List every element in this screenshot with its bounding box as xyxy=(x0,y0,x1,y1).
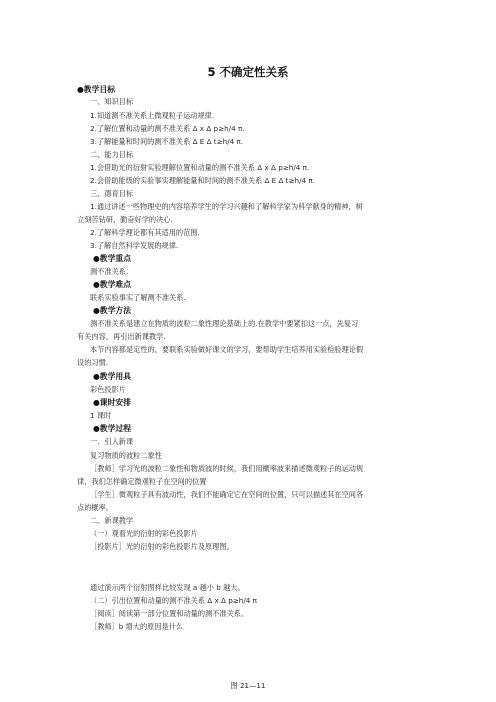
text-line: 二、能力目标 xyxy=(90,150,134,159)
section-heading: ●教学方法 xyxy=(93,306,131,315)
text-line: 3.了解能量和时间的测不准关系 Δ E Δ t≥h/4 π. xyxy=(90,137,244,146)
text-line: 二、新课教学 xyxy=(90,516,134,525)
text-line: 三、德育目标 xyxy=(90,189,134,198)
text-line: 2.了解科学理论都有其适用的范围. xyxy=(90,228,200,237)
text-line: 一、引入新课 xyxy=(90,437,134,446)
text-line: ［教师］学习光的波粒二象性和物质波的时候，我们用概率波来描述微观粒子的运动规 xyxy=(90,464,364,473)
text-line: 1 课时 xyxy=(90,411,112,420)
section-heading: ●教学重点 xyxy=(93,254,131,263)
section-heading: ●教学过程 xyxy=(93,424,131,433)
text-line: ［学生］微观粒子具有波动性，我们不能确定它在空间的位置，只可以描述其在空间各 xyxy=(90,490,364,499)
text-line: 3.了解自然科学发展的规律. xyxy=(90,241,179,250)
text-line: 点的概率。 xyxy=(77,503,113,512)
section-heading: ●教学难点 xyxy=(93,280,131,289)
text-line: 2.会借助能级的实验事实理解能量和时间的测不准关系 Δ E Δ t≥h/4 π. xyxy=(90,176,315,185)
section-heading: ●教学目标 xyxy=(77,85,115,94)
text-line: ［投影片］光的衍射的彩色投影片及原理图。 xyxy=(90,542,234,551)
text-line: （二）引出位置和动量的测不准关系 Δ x Δ p≥h/4 π xyxy=(90,596,257,605)
text-line: 彩色投影片 xyxy=(90,385,126,394)
text-line: 1.知道测不准关系上微观粒子运动规律. xyxy=(90,111,215,120)
text-line: 一、知识目标 xyxy=(90,97,134,106)
text-line: 测不准关系是建立在物质的波粒二象性理论基础上的.在教学中要紧扣这一点，先复习 xyxy=(90,319,359,328)
section-heading: ●教学用具 xyxy=(93,372,131,381)
text-line: 测不准关系. xyxy=(90,267,129,276)
figure-caption: 图 21—11 xyxy=(230,681,266,690)
text-line: 复习物质的波粒二象性 xyxy=(90,451,162,460)
text-line: 2.了解位置和动量的测不准关系 Δ x Δ p≥h/4 π. xyxy=(90,124,245,133)
document-title: 5 不确定性关系 xyxy=(207,65,289,79)
text-line: （一）观看光的衍射的彩色投影片 xyxy=(90,529,198,538)
text-line: 联系实验事实了解测不准关系. xyxy=(90,293,186,302)
section-heading: ●课时安排 xyxy=(93,398,131,407)
text-line: ［阅读］阅读第一部分位置和动量的测不准关系。 xyxy=(90,609,249,618)
text-line: 通过演示两个衍射图样比较发现 a 越小 b 越大。 xyxy=(90,583,245,592)
text-line: 本节内容都是定性的，要联系实验做好课文的学习，要帮助学生培养用实验检验理论假 xyxy=(90,345,364,354)
text-line: 1.会借助光的衍射实验理解位置和动量的测不准关系 Δ x Δ p≥h/4 π. xyxy=(90,163,310,172)
text-line: 1.通过讲述一些物理史的内容培养学生的学习兴趣和了解科学家为科学献身的精神，树 xyxy=(90,202,363,211)
text-line: 设的习惯. xyxy=(77,358,109,367)
text-line: ［教师］b 增大的原因是什么 xyxy=(90,622,184,631)
text-line: 有关内容，再引出新课教学. xyxy=(77,332,166,341)
text-line: 律，我们怎样确定微观粒子在空间的位置 xyxy=(77,477,207,486)
text-line: 立刻苦钻研、勤奋好学的决心. xyxy=(77,215,173,224)
